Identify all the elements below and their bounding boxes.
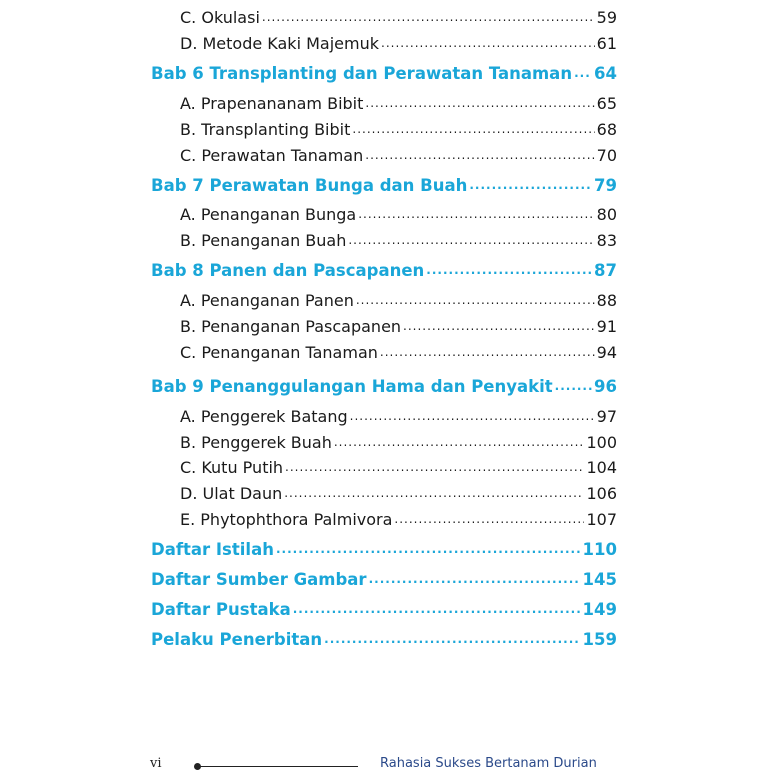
- toc-chapter-entry: [0, 372, 777, 396]
- toc-entry-page: 87: [594, 261, 617, 280]
- toc-section-entry: [0, 428, 777, 452]
- toc-section-entry: [0, 402, 777, 426]
- toc-dot-leader: [352, 119, 594, 139]
- toc-entry-page: 94: [596, 343, 617, 362]
- toc-dot-leader: [365, 93, 594, 113]
- toc-section-entry: [0, 3, 777, 27]
- toc-entry-page: 70: [596, 146, 617, 165]
- toc-dot-leader: [324, 629, 580, 649]
- toc-section-entry: [0, 453, 777, 477]
- toc-entry-page: 100: [586, 433, 617, 452]
- toc-dot-leader: [394, 509, 584, 529]
- footer-book-title: Rahasia Sukses Bertanam Durian: [380, 756, 597, 771]
- toc-dot-leader: [334, 432, 585, 452]
- toc-dot-leader: [574, 63, 592, 83]
- toc-entry-title: A. Penanganan Bunga: [180, 205, 357, 224]
- toc-entry-title: C. Kutu Putih: [180, 458, 284, 477]
- toc-entry-title: Bab 8 Panen dan Pascapanen: [151, 261, 425, 280]
- toc-entry-title: A. Prapenananam Bibit: [180, 94, 364, 113]
- toc-entry-title: Pelaku Penerbitan: [151, 630, 323, 649]
- toc-dot-leader: [358, 204, 594, 224]
- toc-entry-title: A. Penanganan Panen: [180, 291, 354, 310]
- toc-chapter-entry: [0, 565, 777, 589]
- toc-dot-leader: [426, 260, 592, 280]
- toc-chapter-entry: [0, 171, 777, 195]
- toc-entry-title: A. Penggerek Batang: [180, 407, 348, 426]
- toc-dot-leader: [380, 342, 595, 362]
- toc-entry-page: 91: [596, 317, 617, 336]
- toc-section-entry: [0, 286, 777, 310]
- toc-dot-leader: [356, 290, 595, 310]
- toc-entry-page: 97: [596, 407, 617, 426]
- toc-entry-title: Bab 9 Penanggulangan Hama dan Penyakit: [151, 377, 553, 396]
- toc-entry-page: 61: [596, 34, 617, 53]
- toc-dot-leader: [369, 569, 581, 589]
- toc-section-entry: [0, 89, 777, 113]
- toc-entry-title: C. Penanganan Tanaman: [180, 343, 378, 362]
- toc-section-entry: [0, 141, 777, 165]
- toc-entry-page: 106: [586, 484, 617, 503]
- toc-entry-title: E. Phytophthora Palmivora: [180, 510, 393, 529]
- toc-chapter-entry: [0, 595, 777, 619]
- footer-page-number: vi: [150, 756, 162, 771]
- toc-entry-title: D. Ulat Daun: [180, 484, 283, 503]
- toc-entry-title: D. Metode Kaki Majemuk: [180, 34, 379, 53]
- toc-entry-page: 107: [586, 510, 617, 529]
- toc-entry-title: B. Penanganan Pascapanen: [180, 317, 402, 336]
- toc-dot-leader: [403, 316, 595, 336]
- toc-dot-leader: [350, 406, 595, 426]
- toc-entry-title: Bab 6 Transplanting dan Perawatan Tanaman: [151, 64, 573, 83]
- toc-dot-leader: [469, 175, 592, 195]
- toc-entry-title: Daftar Pustaka: [151, 600, 291, 619]
- toc-section-entry: [0, 338, 777, 362]
- toc-section-entry: [0, 312, 777, 336]
- toc-section-entry: [0, 200, 777, 224]
- toc-entry-page: 110: [582, 540, 617, 559]
- toc-chapter-entry: [0, 535, 777, 559]
- toc-entry-page: 96: [594, 377, 617, 396]
- toc-chapter-entry: [0, 59, 777, 83]
- toc-chapter-entry: [0, 625, 777, 649]
- toc-entry-page: 64: [594, 64, 617, 83]
- toc-entry-page: 79: [594, 176, 617, 195]
- toc-dot-leader: [293, 599, 581, 619]
- toc-section-entry: [0, 115, 777, 139]
- toc-entry-page: 149: [582, 600, 617, 619]
- toc-entry-title: Daftar Sumber Gambar: [151, 570, 367, 589]
- toc-entry-page: 65: [596, 94, 617, 113]
- page-footer: [0, 752, 777, 776]
- toc-entry-title: C. Okulasi: [180, 8, 260, 27]
- toc-entry-title: B. Penggerek Buah: [180, 433, 332, 452]
- toc-entry-title: Bab 7 Perawatan Bunga dan Buah: [151, 176, 468, 195]
- footer-rule: [198, 766, 358, 767]
- toc-entry-title: B. Transplanting Bibit: [180, 120, 351, 139]
- toc-dot-leader: [284, 483, 584, 503]
- toc-entry-page: 59: [596, 8, 617, 27]
- toc-section-entry: [0, 226, 777, 250]
- toc-entry-page: 159: [582, 630, 617, 649]
- toc-section-entry: [0, 505, 777, 529]
- toc-entry-page: 88: [596, 291, 617, 310]
- toc-dot-leader: [348, 230, 594, 250]
- toc-section-entry: [0, 29, 777, 53]
- toc-entry-page: 68: [596, 120, 617, 139]
- toc-entry-page: 145: [582, 570, 617, 589]
- toc-entry-title: B. Penanganan Buah: [180, 231, 347, 250]
- toc-chapter-entry: [0, 256, 777, 280]
- toc-dot-leader: [276, 539, 581, 559]
- toc-entry-title: C. Perawatan Tanaman: [180, 146, 364, 165]
- toc-entry-page: 104: [586, 458, 617, 477]
- toc-dot-leader: [365, 145, 594, 165]
- toc-entry-title: Daftar Istilah: [151, 540, 274, 559]
- toc-dot-leader: [285, 457, 584, 477]
- toc-dot-leader: [262, 7, 595, 27]
- toc-entry-page: 80: [596, 205, 617, 224]
- toc-dot-leader: [555, 376, 592, 396]
- toc-dot-leader: [381, 33, 595, 53]
- toc-entry-page: 83: [596, 231, 617, 250]
- toc-section-entry: [0, 479, 777, 503]
